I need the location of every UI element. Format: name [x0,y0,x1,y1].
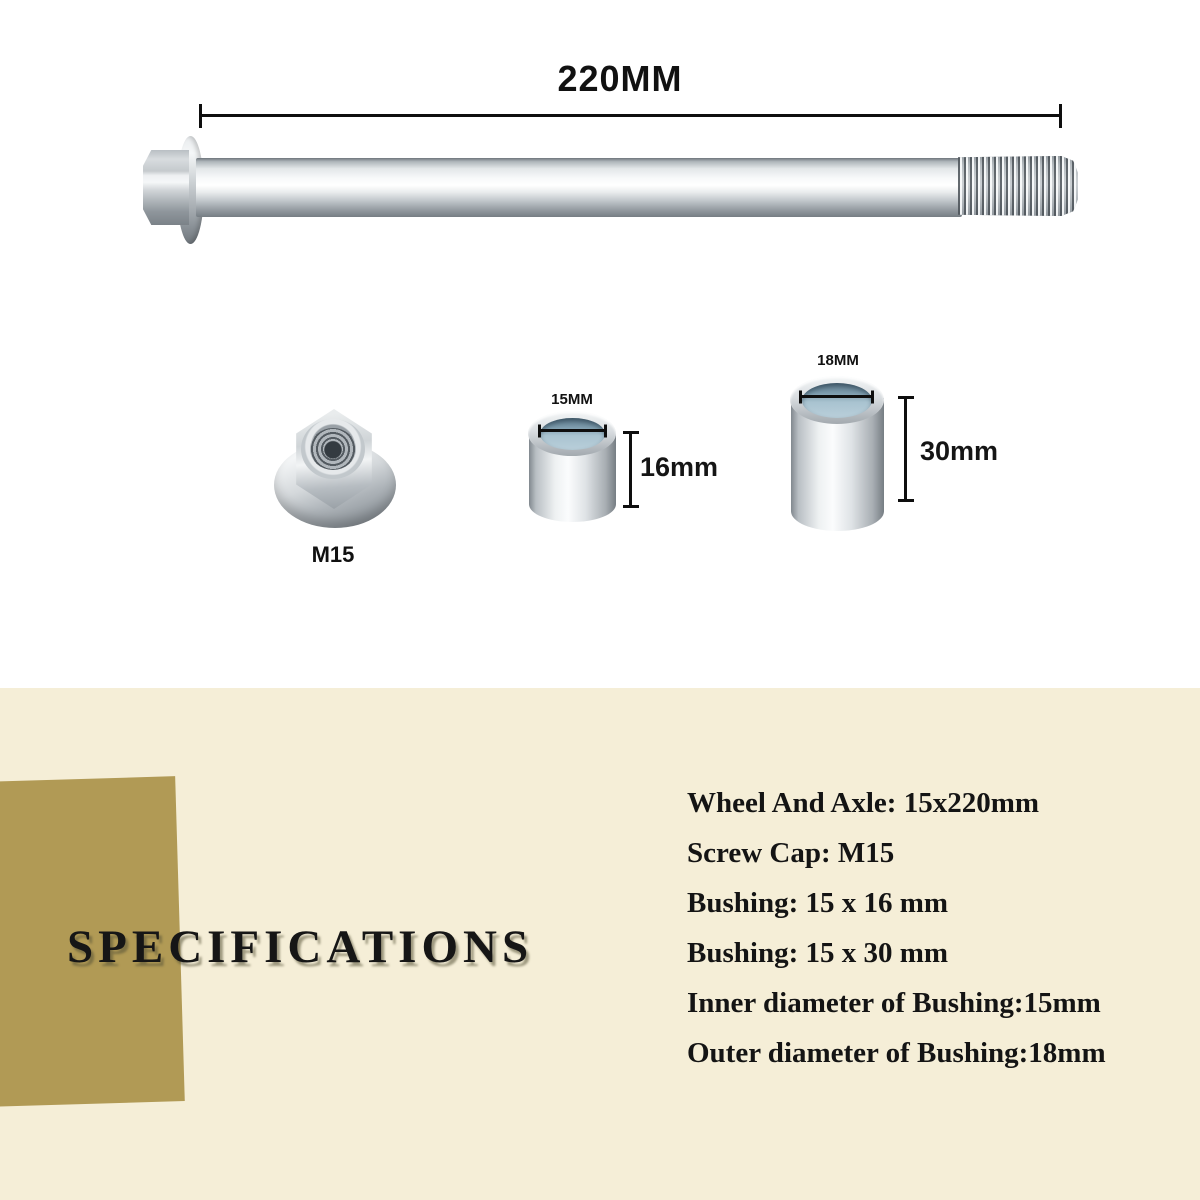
bushing-small-bore [540,418,605,450]
specifications-list [687,778,1167,1078]
bolt-threads [958,156,1078,216]
spec-item: Outer diameter of Bushing:18mm [687,1037,1106,1069]
bushing-large-height-dimension-line [904,396,907,502]
bolt-shaft [196,158,962,217]
bushing-large-bore-dimension-line [799,395,874,398]
bushing-large-bore-label: 18MM [817,352,859,369]
axle-length-dimension-line [199,114,1062,117]
axle-length-label: 220MM [557,58,683,99]
bushing-small-height-label: 16mm [640,452,719,482]
spec-item: Screw Cap: M15 [687,837,895,869]
bolt-hex-head [143,150,189,225]
bushing-small-height-dimension-line [629,431,632,508]
specifications-title: SPECIFICATIONS [67,921,534,973]
bushing-small-bore-dimension-line [538,429,607,432]
bushing-small-bore-label: 15MM [551,391,593,408]
nut-size-label: M15 [311,542,355,567]
bushing-large-height-label: 30mm [920,436,999,466]
spec-item: Bushing: 15 x 30 mm [687,937,949,969]
spec-item: Wheel And Axle: 15x220mm [687,787,1040,819]
nut-bore-threads [310,428,356,470]
spec-item: Bushing: 15 x 16 mm [687,887,949,919]
spec-item: Inner diameter of Bushing:15mm [687,987,1101,1019]
bushing-large-bore [802,383,872,418]
